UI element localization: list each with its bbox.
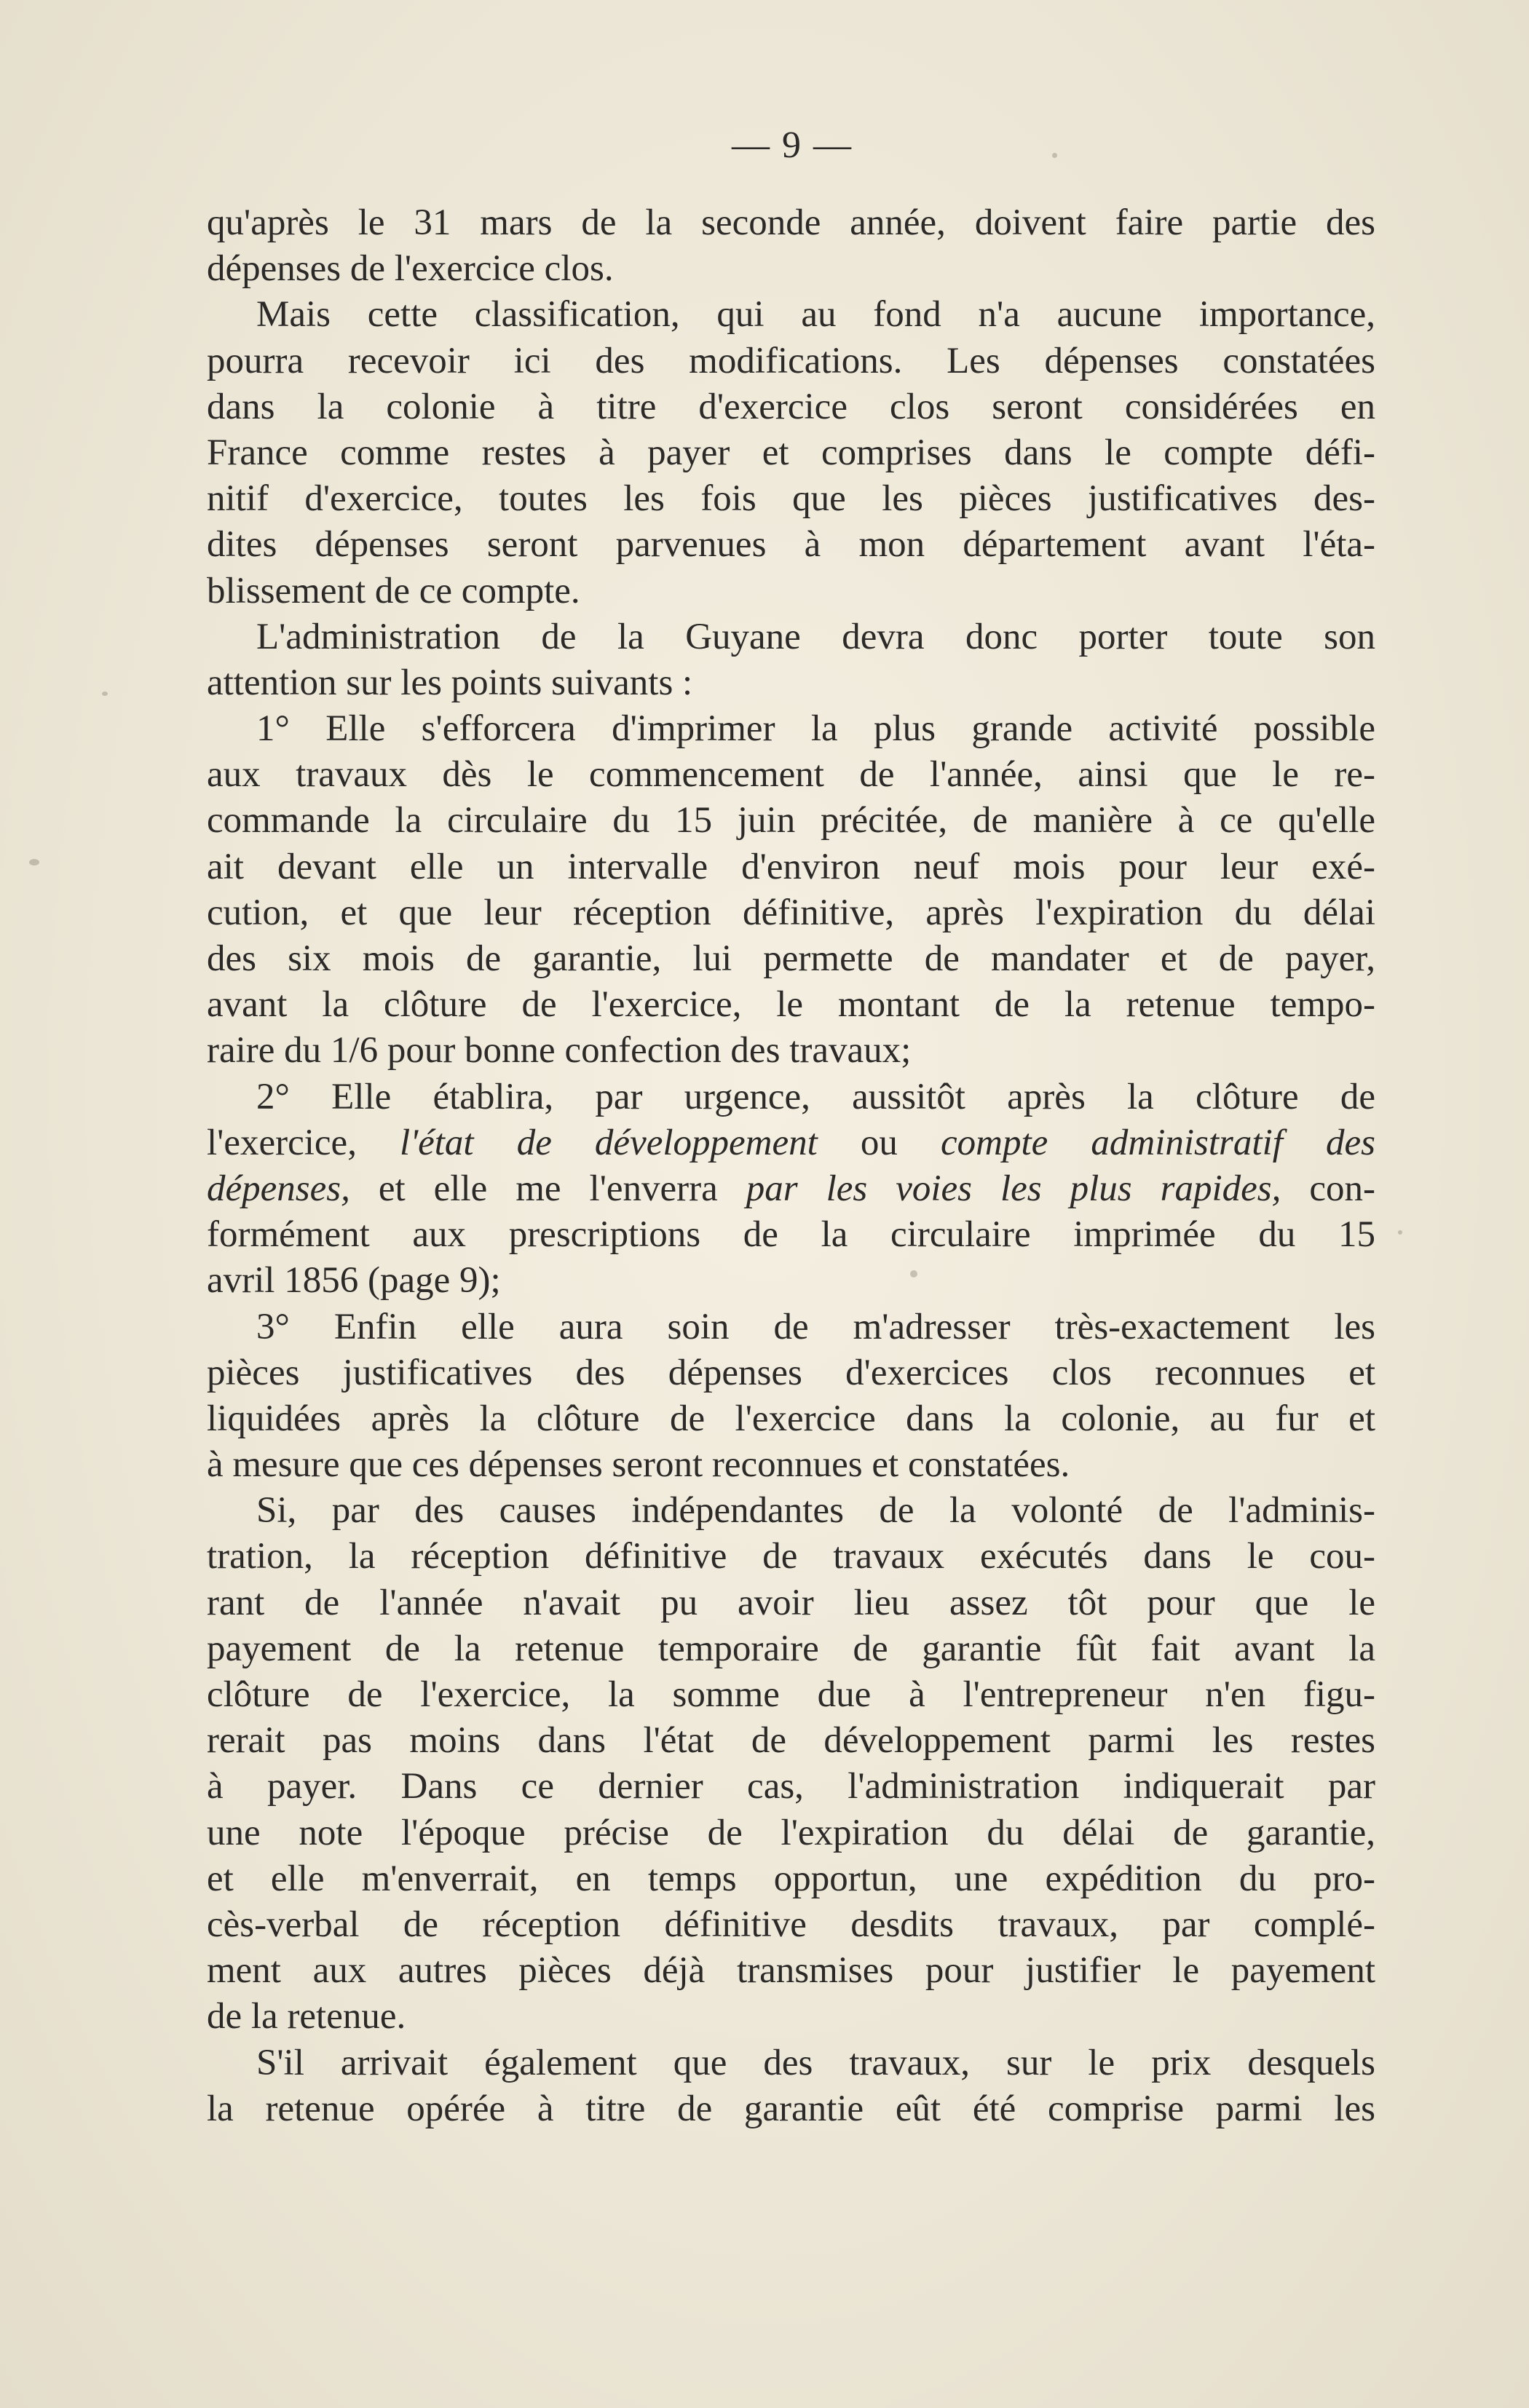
text-line: nitif d'exercice, toutes les fois que les pièces justificatives des- [207,478,1375,520]
text-line: cution, et que leur réception définitive, après l'expiration du délai [207,892,1375,933]
text-line: Mais cette classification, qui au fond n'a aucune importance, [256,294,1375,336]
paper-speck [102,692,108,696]
text-line: avril 1856 (page 9); [207,1260,501,1302]
text-line: blissement de ce compte. [207,570,580,611]
text-line: attention sur les points suivants : [207,662,693,703]
paper-speck [29,859,39,866]
text-line: aux travaux dès le commencement de l'année, ainsi que le re- [207,754,1375,796]
text-line: raire du 1/6 pour bonne confection des travaux; [207,1030,912,1072]
text-line: pourra recevoir ici des modifications. Les dépenses constatées [207,340,1375,381]
text-line: 3° Enfin elle aura soin de m'adresser très-exactement les [256,1306,1375,1347]
text-line: 1° Elle s'efforcera d'imprimer la plus grande activité possible [256,708,1375,750]
text-line: tration, la réception définitive de travaux exécutés dans le cou- [207,1536,1375,1577]
text-line: S'il arrivait également que des travaux, sur le prix desquels [256,2042,1375,2083]
text-segment: ou [817,1122,941,1163]
paper-speck [1052,153,1057,158]
text-line: commande la circulaire du 15 juin précitée, de manière à ce qu'elle [207,800,1375,841]
text-line: L'administration de la Guyane devra donc porter toute son [256,616,1375,657]
text-line: cès-verbal de réception définitive desdits travaux, par complé- [207,1904,1375,1945]
text-line: à payer. Dans ce dernier cas, l'administration indiquerait par [207,1766,1375,1807]
page-number: — 9 — [732,124,853,166]
italic-phrase: par les voies les plus rapides, [746,1168,1281,1209]
text-line: dans la colonie à titre d'exercice clos seront considérées en [207,386,1375,427]
paper-speck [1398,1230,1402,1235]
text-line: avant la clôture de l'exercice, le montant de la retenue tempo- [207,984,1375,1026]
text-line: dites dépenses seront parvenues à mon département avant l'éta- [207,524,1375,566]
text-line: rerait pas moins dans l'état de développement parmi les restes [207,1720,1375,1762]
italic-phrase: compte administratif des [941,1122,1375,1163]
text-line: et elle m'enverrait, en temps opportun, une expédition du pro- [207,1858,1375,1899]
text-line: Si, par des causes indépendantes de la volonté de l'adminis- [256,1490,1375,1532]
body-text [207,200,1375,2132]
text-line: formément aux prescriptions de la circulaire imprimée du 15 [207,1214,1375,1256]
text-line [207,1166,1375,1212]
text-line: dépenses de l'exercice clos. [207,248,614,290]
italic-phrase: dépenses, [207,1168,350,1209]
text-line: ment aux autres pièces déjà transmises pour justifier le payement [207,1950,1375,1992]
text-line: 2° Elle établira, par urgence, aussitôt après la clôture de [256,1076,1375,1117]
text-line: ait devant elle un intervalle d'environ neuf mois pour leur exé- [207,846,1375,887]
text-line: une note l'époque précise de l'expiration du délai de garantie, [207,1812,1375,1853]
italic-phrase: l'état de développement [400,1122,818,1163]
text-line: à mesure que ces dépenses seront reconnues et constatées. [207,1444,1070,1486]
text-line: des six mois de garantie, lui permette de mandater et de payer, [207,938,1375,979]
text-segment: l'exercice, [207,1122,400,1163]
text-line: clôture de l'exercice, la somme due à l'entrepreneur n'en figu- [207,1674,1375,1715]
text-line: la retenue opérée à titre de garantie eût été comprise parmi les [207,2088,1375,2129]
text-line: rant de l'année n'avait pu avoir lieu assez tôt pour que le [207,1582,1375,1623]
text-line: payement de la retenue temporaire de garantie fût fait avant la [207,1628,1375,1669]
text-line: qu'après le 31 mars de la seconde année, doivent faire partie des [207,202,1375,243]
paper-speck [910,1270,917,1278]
text-segment: et elle me l'enverra [349,1168,746,1209]
text-line: liquidées après la clôture de l'exercice dans la colonie, au fur et [207,1398,1375,1439]
text-segment: con- [1281,1168,1375,1209]
text-line: pièces justificatives des dépenses d'exercices clos reconnues et [207,1352,1375,1393]
text-line: France comme restes à payer et comprises dans le compte défi- [207,432,1375,473]
text-line: de la retenue. [207,1996,406,2037]
text-line [207,1120,1375,1166]
